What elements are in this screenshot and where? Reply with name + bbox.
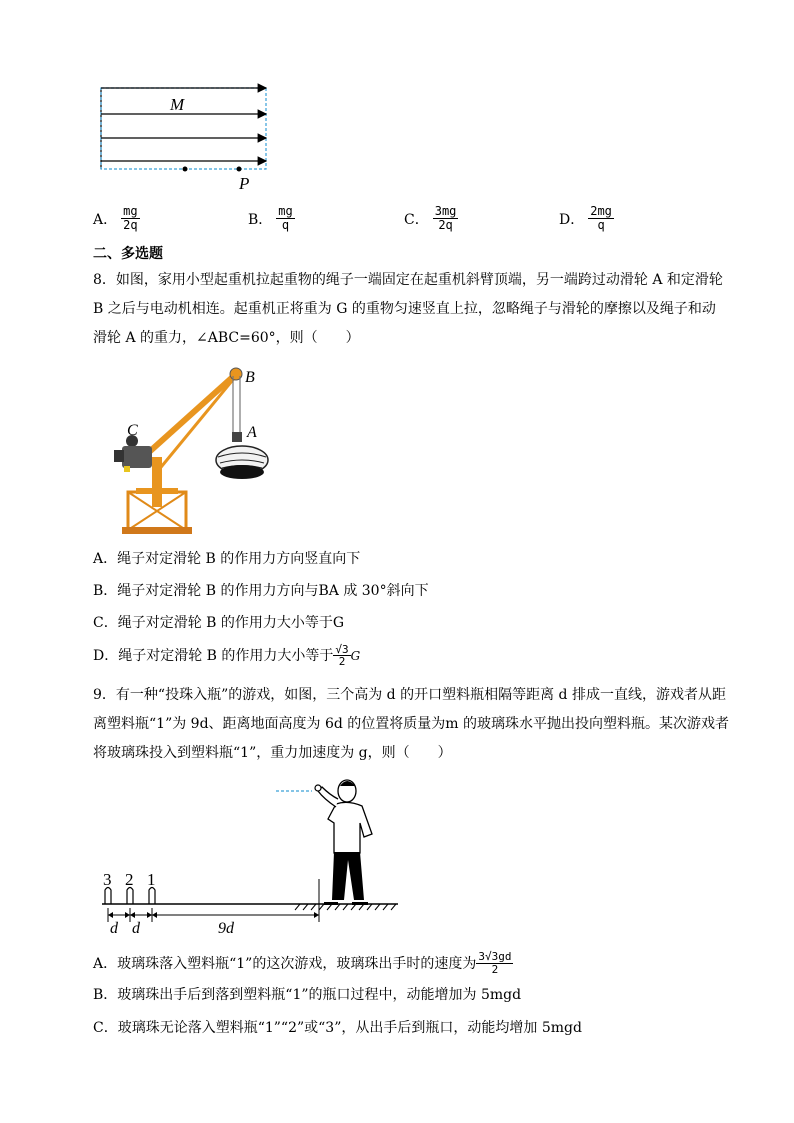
fraction-den: 2: [491, 963, 499, 976]
fraction-num: √3: [335, 643, 349, 656]
player-figure: [315, 780, 372, 905]
boom-detail: [172, 434, 182, 436]
q7-option-d[interactable]: [559, 205, 614, 232]
fraction-den: q: [597, 218, 605, 232]
fraction-num: mg: [123, 204, 138, 218]
motor-switch: [124, 466, 130, 472]
fraction-den: 2: [338, 655, 346, 668]
option-fraction: [588, 205, 614, 232]
q8-stem: [93, 266, 733, 353]
q9-stem-line: 将玻璃珠投入到塑料瓶“1”，重力加速度为 g，则（ ）: [93, 745, 452, 761]
q8-option-d[interactable]: [93, 644, 360, 667]
pulley-a: [232, 432, 242, 442]
option-letter: A．: [93, 211, 118, 228]
q8-option-b[interactable]: B．绳子对定滑轮 B 的作用力方向与BA 成 30°斜向下: [93, 583, 429, 599]
label-a: A: [247, 424, 257, 441]
fraction-num: 3mg: [434, 204, 457, 218]
bottle-label-2: 2: [125, 870, 134, 889]
q7-option-c[interactable]: [404, 205, 458, 232]
option-letter: D．: [559, 211, 585, 228]
bottle-2: [127, 888, 133, 905]
q8-option-a[interactable]: A．绳子对定滑轮 B 的作用力方向竖直向下: [93, 551, 361, 567]
dim-label-d: d: [110, 920, 118, 937]
label-M: M: [170, 95, 185, 114]
point-dot: [183, 167, 188, 172]
bottle-label-3: 3: [103, 870, 112, 889]
option-text: A．玻璃珠落入塑料瓶“1”的这次游戏，玻璃珠出手时的速度为: [93, 955, 477, 972]
load-bottom: [220, 465, 264, 479]
fraction-den: 2q: [123, 218, 138, 232]
field-diagram: [95, 82, 275, 192]
crane-boom: [138, 374, 236, 462]
q8-stem-line: 8．如图，家用小型起重机拉起重物的绳子一端固定在起重机斜臂顶端，另一端跨过动滑轮 A 和定滑轮: [93, 272, 723, 288]
bottle-3: [105, 888, 111, 905]
section-title: 二、多选题: [93, 246, 163, 262]
motor-c: [122, 446, 152, 468]
point-P-dot: [237, 167, 242, 172]
option-text: D．绳子对定滑轮 B 的作用力大小等于: [93, 647, 334, 664]
fraction-den: q: [281, 218, 290, 232]
q8-stem-line: 滑轮 A 的重力，∠ABC=60°，则（ ）: [93, 330, 360, 346]
bottle-game-figure: [100, 774, 400, 938]
motor-cap: [114, 450, 124, 462]
fraction-den: 2q: [438, 218, 453, 232]
label-P: P: [239, 174, 250, 192]
q9-stem-line: 9．有一种“投珠入瓶”的游戏，如图，三个高为 d 的开口塑料瓶相隔等距离 d 排成一直线，游戏者从距: [93, 687, 726, 703]
bottle-label-1: 1: [147, 870, 156, 889]
crane-mast: [152, 457, 162, 507]
label-b: B: [245, 369, 255, 386]
bottle-1: [149, 888, 155, 905]
fraction-num: mg: [278, 204, 293, 218]
crane-figure: [112, 362, 292, 540]
option-fraction: [476, 951, 513, 976]
fraction-num: 3√3gd: [478, 950, 512, 963]
q9-stem-line: 离塑料瓶“1”为 9d、距离地面高度为 6d 的位置将质量为m 的玻璃珠水平抛出投向塑料瓶。某次游戏者: [93, 716, 730, 732]
ground-hatch: [295, 904, 396, 910]
option-fraction: [333, 644, 350, 667]
q7-option-b[interactable]: [248, 205, 295, 232]
fraction-num: 2mg: [590, 204, 612, 218]
option-tail: G: [350, 648, 361, 663]
q9-option-c[interactable]: C．玻璃珠无论落入塑料瓶“1”“2”或“3”，从出手后到瓶口，动能均增加 5mgd: [93, 1020, 582, 1036]
option-fraction: [433, 205, 459, 232]
dim-label-9d: 9d: [218, 920, 234, 937]
q8-option-c[interactable]: C．绳子对定滑轮 B 的作用力大小等于G: [93, 615, 345, 631]
crane-foot: [122, 527, 192, 534]
dim-label-d: d: [132, 920, 140, 937]
option-fraction: [276, 205, 294, 232]
q9-stem: [93, 681, 733, 768]
q8-stem-line: B 之后与电动机相连。起重机正将重为 G 的重物匀速竖直上拉，忽略绳子与滑轮的摩擦以及绳子和动: [93, 301, 716, 317]
crane-platform: [136, 488, 178, 494]
label-c: C: [127, 422, 138, 439]
option-letter: B．: [248, 211, 273, 228]
q9-option-a[interactable]: [93, 951, 513, 976]
option-letter: C．: [404, 211, 429, 228]
q9-option-b[interactable]: B．玻璃珠出手后到落到塑料瓶“1”的瓶口过程中，动能增加为 5mgd: [93, 987, 522, 1003]
q7-option-a[interactable]: [93, 205, 140, 232]
option-fraction: [121, 205, 139, 232]
